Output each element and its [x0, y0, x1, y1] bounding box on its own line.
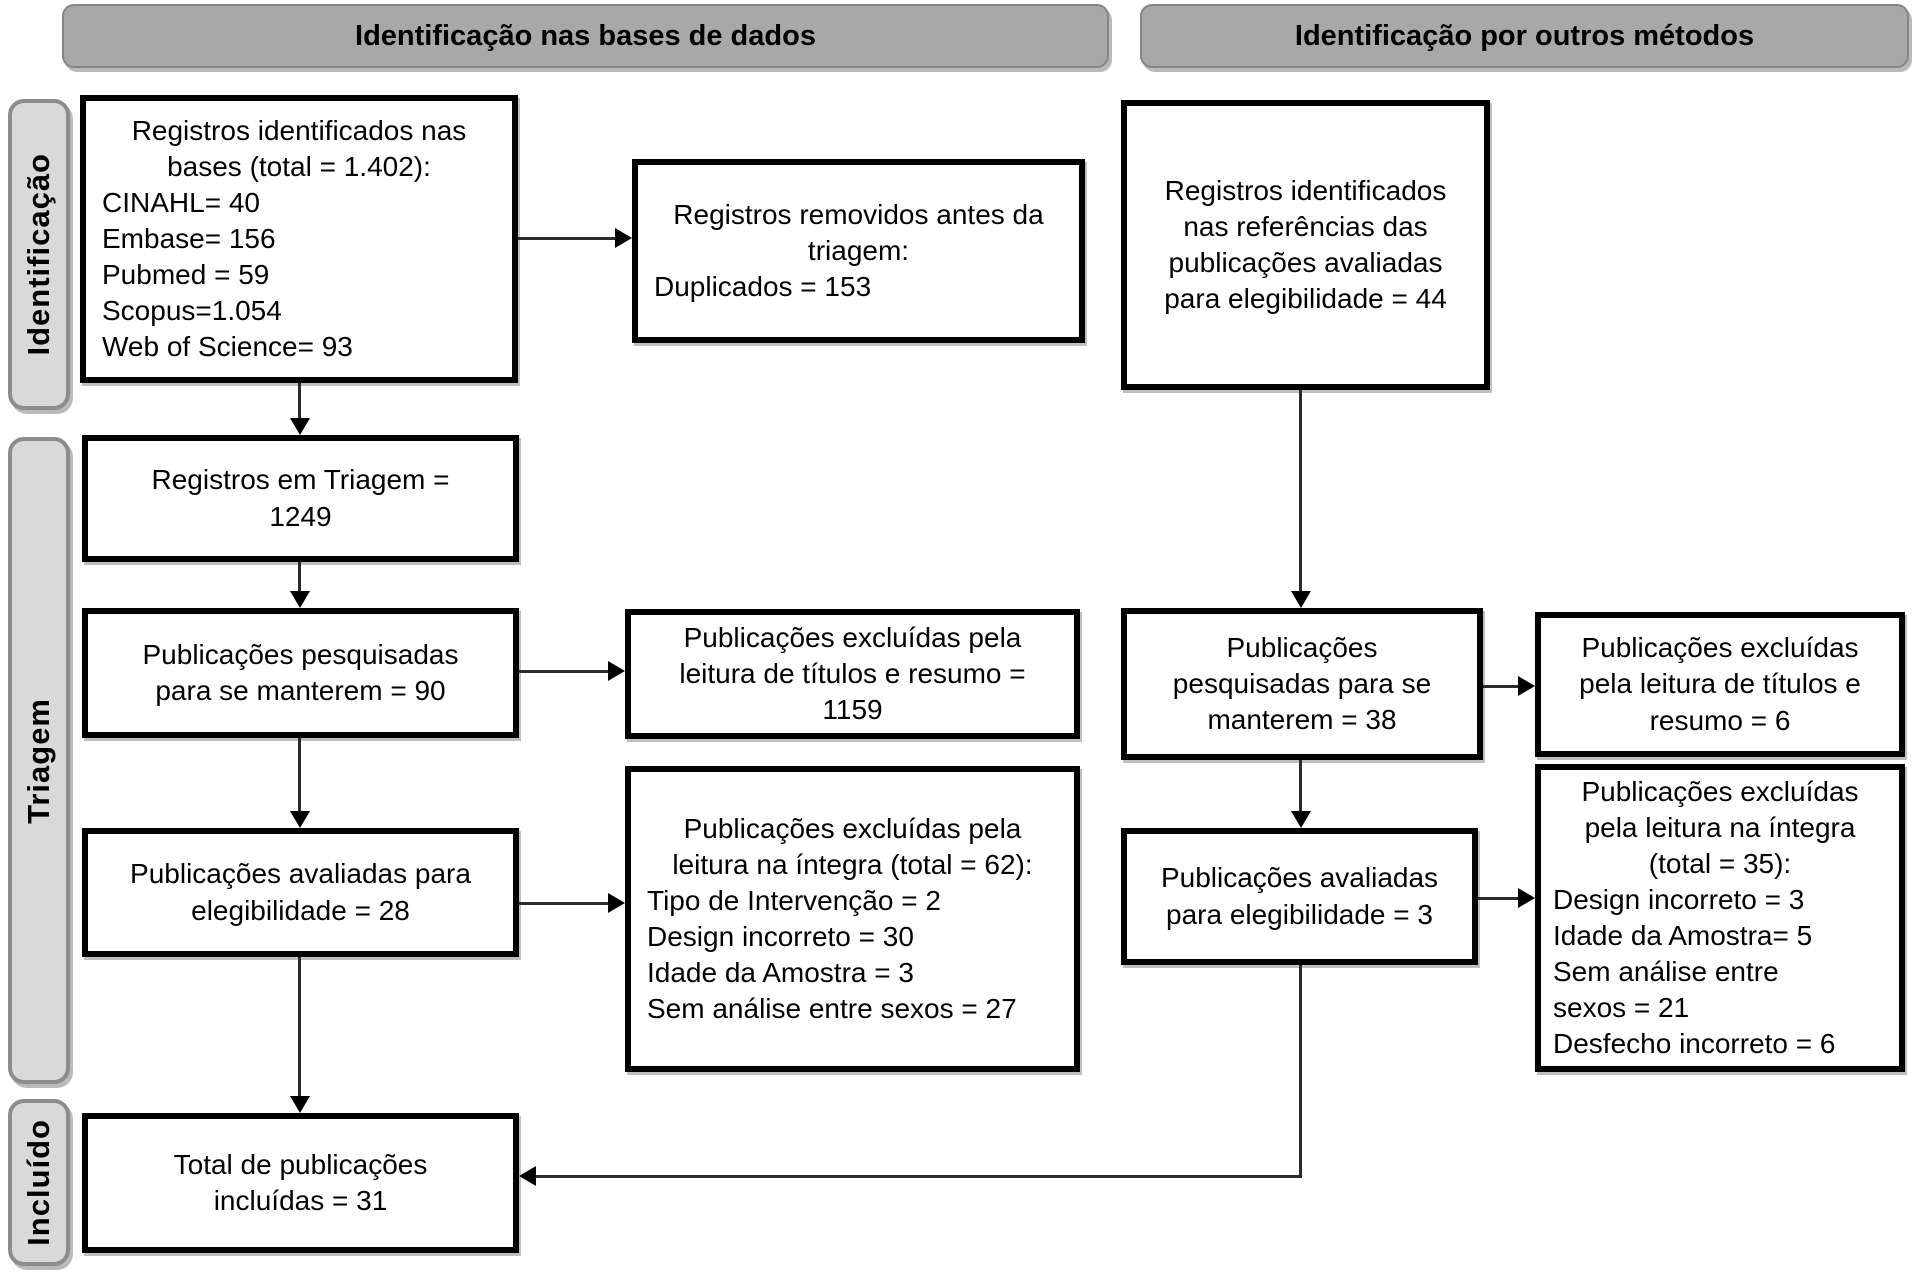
header-identification-other-methods: Identificação por outros métodos: [1140, 4, 1909, 68]
header-identification-databases: Identificação nas bases de dados: [62, 4, 1109, 68]
box-records-identified-references: [1121, 100, 1490, 390]
box-publications-retrieved-databases-text: Publicações pesquisadas para se manterem = 90: [142, 638, 459, 706]
box-records-identified-databases-details: CINAHL= 40 Embase= 156 Pubmed = 59 Scopus=1.054 Web of Science= 93: [102, 186, 353, 363]
box-excluded-fulltext-other-title: Publicações excluídas pela leitura na íntegra (total = 35):: [1581, 775, 1859, 879]
stage-screening-label: Triagem: [21, 697, 56, 824]
box-publications-assessed-databases: [82, 828, 519, 957]
box-records-identified-databases: [80, 95, 518, 383]
box-records-identified-databases-title: Registros identificados nas bases (total = 1.402):: [131, 114, 467, 182]
box-records-in-screening: [82, 435, 519, 562]
box-records-in-screening-text: Registros em Triagem = 1249: [151, 464, 450, 532]
box-excluded-fulltext-databases: [625, 766, 1080, 1072]
box-publications-retrieved-other: [1121, 608, 1483, 760]
box-records-removed-title: Registros removidos antes da triagem:: [673, 198, 1044, 266]
box-excluded-title-abstract-databases-text: Publicações excluídas pela leitura de títulos e resumo = 1159: [679, 621, 1026, 726]
box-publications-assessed-databases-text: Publicações avaliadas para elegibilidade = 28: [130, 858, 471, 926]
box-records-identified-references-text: Registros identificados nas referências das publicações avaliadas para elegibilidade = 44: [1164, 174, 1447, 315]
box-total-included: [82, 1113, 519, 1253]
box-excluded-fulltext-databases-details: Tipo de Intervenção = 2 Design incorreto = 30 Idade da Amostra = 3 Sem análise entre sexos = 27: [647, 884, 1017, 1025]
box-excluded-title-abstract-other-text: Publicações excluídas pela leitura de títulos e resumo = 6: [1579, 632, 1861, 736]
box-excluded-title-abstract-databases: [625, 609, 1080, 739]
stage-identification-label: Identificação: [21, 153, 56, 356]
stage-included: [8, 1099, 70, 1266]
box-excluded-title-abstract-other: [1535, 612, 1905, 757]
stage-identification: [8, 99, 70, 410]
box-publications-retrieved-databases: [82, 608, 519, 738]
box-excluded-fulltext-other: [1535, 764, 1905, 1072]
box-excluded-fulltext-other-details: Design incorreto = 3 Idade da Amostra= 5 Sem análise entre sexos = 21 Desfecho incorreto = 6: [1553, 883, 1836, 1060]
stage-included-label: Incluído: [21, 1119, 56, 1246]
box-publications-assessed-other-text: Publicações avaliadas para elegibilidade = 3: [1160, 862, 1439, 930]
box-publications-retrieved-other-text: Publicações pesquisadas para se manterem = 38: [1172, 631, 1432, 736]
box-records-removed-before-screening: [632, 159, 1085, 343]
box-publications-assessed-other: [1121, 828, 1478, 965]
box-records-removed-details: Duplicados = 153: [654, 271, 872, 303]
box-total-included-text: Total de publicações incluídas = 31: [173, 1148, 428, 1216]
box-excluded-fulltext-databases-title: Publicações excluídas pela leitura na íntegra (total = 62):: [672, 812, 1033, 880]
stage-screening: [8, 437, 70, 1084]
